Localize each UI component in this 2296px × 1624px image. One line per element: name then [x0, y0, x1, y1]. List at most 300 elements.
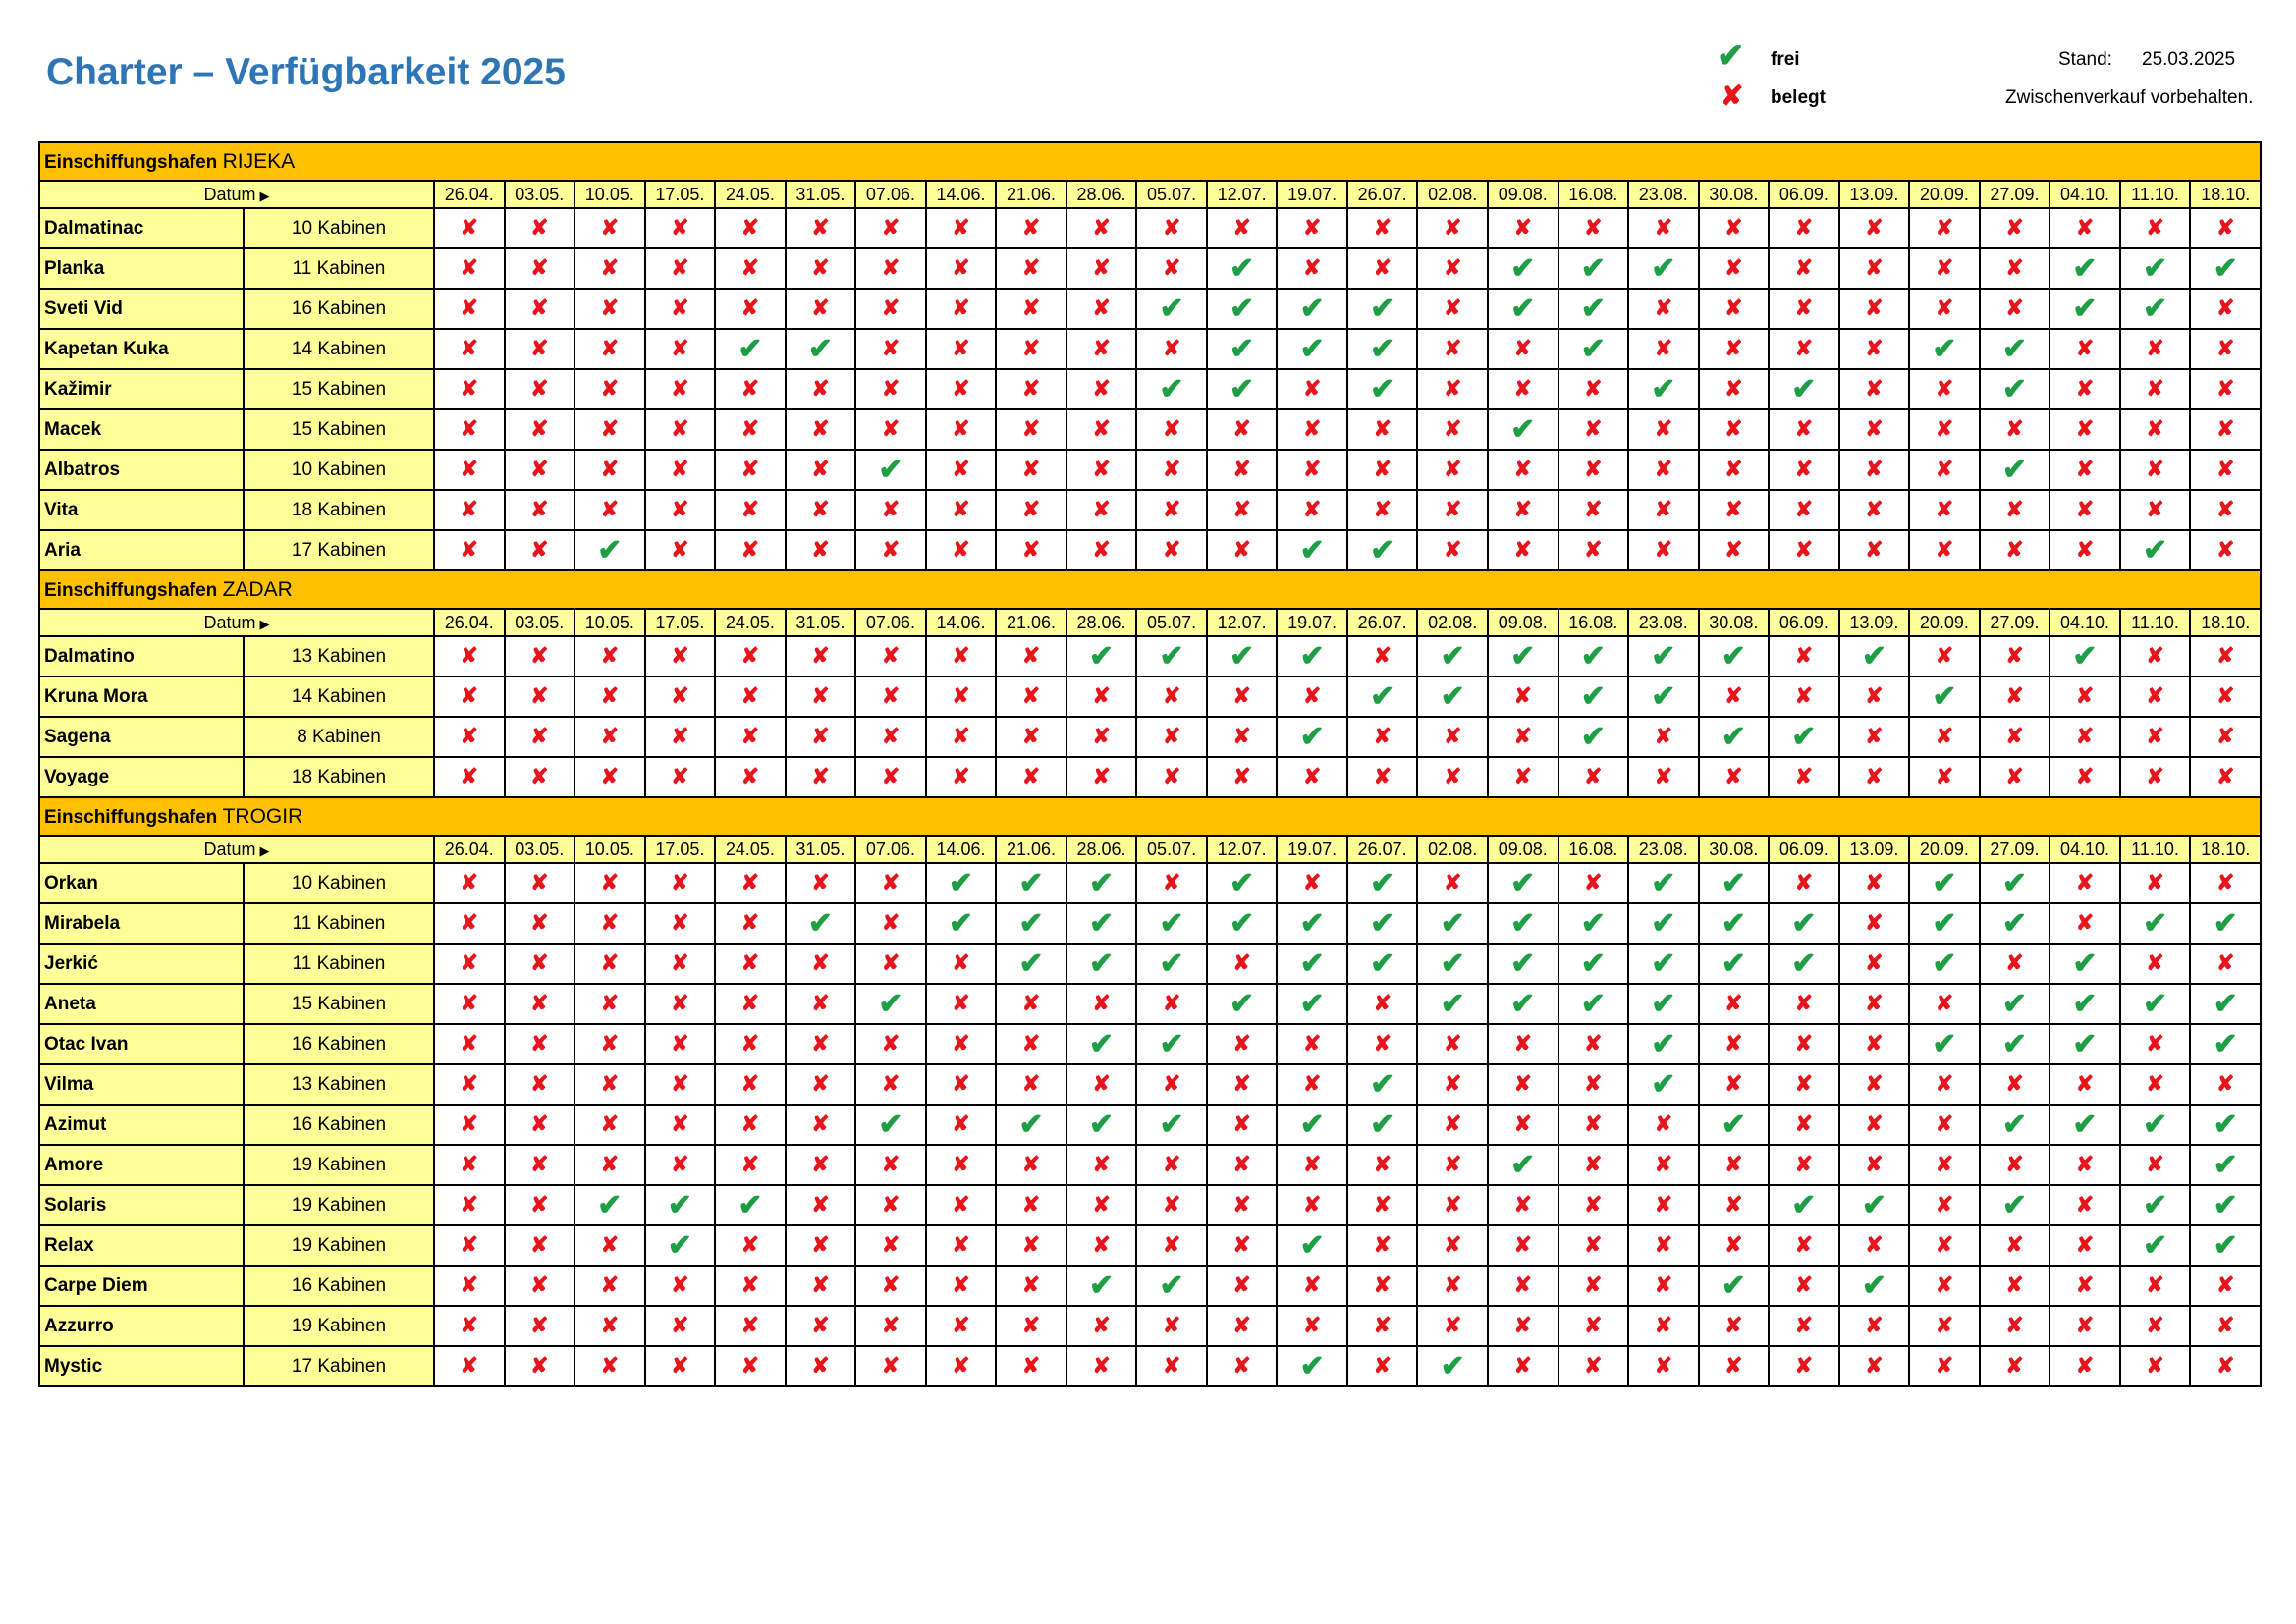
- check-icon: ✔: [1230, 332, 1255, 365]
- availability-cell: [855, 903, 926, 944]
- cross-icon: ✘: [2005, 1070, 2024, 1096]
- availability-cell: [1558, 1225, 1629, 1266]
- cross-icon: ✘: [1724, 214, 1743, 240]
- ship-name: Relax: [39, 1225, 244, 1266]
- availability-cell: [1909, 677, 1980, 717]
- availability-cell: [574, 1266, 645, 1306]
- availability-cell: [505, 1346, 575, 1386]
- cross-icon: ✘: [671, 335, 689, 360]
- availability-cell: [434, 717, 505, 757]
- date-cell: 27.09.: [1980, 609, 2050, 636]
- availability-cell: [645, 903, 716, 944]
- cross-icon: ✘: [2075, 763, 2095, 788]
- availability-cell: [1839, 1225, 1910, 1266]
- check-icon: ✔: [1510, 292, 1536, 325]
- cabin-count: 11 Kabinen: [244, 903, 434, 944]
- availability-cell: [1558, 208, 1629, 248]
- date-cell: 12.07.: [1207, 609, 1278, 636]
- check-icon: ✔: [807, 906, 833, 940]
- cross-icon: ✘: [2216, 1272, 2235, 1297]
- ship-name: Planka: [39, 248, 244, 289]
- legend-belegt-label: belegt: [1771, 87, 1826, 108]
- ship-name: Solaris: [39, 1185, 244, 1225]
- ship-row: [39, 369, 2261, 409]
- cross-icon: ✘: [740, 1070, 760, 1096]
- cross-icon: ✘: [1865, 375, 1884, 401]
- cross-icon: ✘: [811, 456, 830, 481]
- cross-icon: ✘: [1021, 1191, 1041, 1217]
- check-icon: ✔: [1370, 372, 1395, 406]
- cross-icon: ✘: [2216, 723, 2235, 748]
- cross-icon: ✘: [1232, 1151, 1251, 1176]
- cross-icon: ✘: [1724, 990, 1743, 1015]
- availability-cell: [855, 677, 926, 717]
- availability-cell: [1628, 757, 1699, 797]
- date-cell: 13.09.: [1839, 181, 1910, 208]
- availability-cell: [1558, 490, 1629, 530]
- availability-cell: [855, 863, 926, 903]
- availability-cell: [574, 208, 645, 248]
- availability-cell: [996, 863, 1066, 903]
- cross-icon: ✘: [740, 254, 760, 280]
- cross-icon: ✘: [1443, 1231, 1462, 1257]
- cross-icon: ✘: [2216, 375, 2235, 401]
- date-cell: 18.10.: [2190, 181, 2261, 208]
- check-icon: ✔: [2142, 1108, 2168, 1141]
- availability-cell: [1839, 636, 1910, 677]
- check-icon: ✔: [1651, 679, 1676, 713]
- availability-cell: [2190, 490, 2261, 530]
- check-icon: ✔: [2142, 1188, 2168, 1221]
- availability-cell: [1066, 289, 1137, 329]
- availability-cell: [1488, 490, 1558, 530]
- cross-icon: ✘: [740, 1231, 760, 1257]
- cross-icon: ✘: [1584, 1312, 1603, 1337]
- availability-cell: [2050, 248, 2120, 289]
- cross-icon: ✘: [1513, 763, 1532, 788]
- cross-icon: ✘: [1021, 335, 1041, 360]
- cross-icon: ✘: [2075, 1312, 2095, 1337]
- availability-cell: [1347, 1024, 1418, 1064]
- cross-icon: ✘: [1935, 1312, 1954, 1337]
- availability-cell: [1488, 530, 1558, 570]
- availability-cell: [1417, 248, 1488, 289]
- check-icon: ✔: [1510, 906, 1536, 940]
- availability-cell: [1699, 1346, 1770, 1386]
- availability-cell: [2190, 863, 2261, 903]
- triangle-right-icon: ▶: [259, 842, 270, 858]
- check-icon: ✔: [1510, 251, 1536, 285]
- availability-cell: [1277, 903, 1347, 944]
- availability-cell: [645, 1225, 716, 1266]
- availability-cell: [715, 636, 786, 677]
- availability-cell: [1628, 248, 1699, 289]
- availability-cell: [645, 208, 716, 248]
- cross-icon: ✘: [1513, 1272, 1532, 1297]
- cross-icon: ✘: [2005, 496, 2024, 521]
- availability-cell: [1699, 329, 1770, 369]
- availability-cell: [1909, 903, 1980, 944]
- cross-icon: ✘: [2005, 1272, 2024, 1297]
- availability-cell: [1839, 903, 1910, 944]
- cross-icon: ✘: [460, 1110, 478, 1136]
- availability-cell: [1488, 450, 1558, 490]
- availability-cell: [1980, 757, 2050, 797]
- check-icon: ✔: [1791, 1188, 1817, 1221]
- cross-icon: ✘: [1302, 869, 1322, 894]
- date-cell: 13.09.: [1839, 836, 1910, 863]
- date-cell: 21.06.: [996, 181, 1066, 208]
- availability-cell: [715, 757, 786, 797]
- cross-icon: ✘: [881, 869, 901, 894]
- availability-cell: [1277, 490, 1347, 530]
- cross-icon: ✘: [740, 214, 760, 240]
- availability-cell: [2050, 329, 2120, 369]
- availability-cell: [1769, 450, 1839, 490]
- cross-icon: ✘: [1513, 375, 1532, 401]
- cross-icon: ✘: [1935, 254, 1954, 280]
- cross-icon: ✘: [952, 1110, 970, 1136]
- cross-icon: ✘: [460, 536, 478, 562]
- cross-icon: ✘: [2075, 1191, 2095, 1217]
- availability-cell: [1066, 1064, 1137, 1105]
- availability-cell: [786, 1306, 856, 1346]
- availability-cell: [855, 717, 926, 757]
- cross-icon: ✘: [1724, 1191, 1743, 1217]
- availability-cell: [1277, 1145, 1347, 1185]
- cross-icon: ✘: [1092, 214, 1111, 240]
- date-cell: 18.10.: [2190, 609, 2261, 636]
- date-cell: 14.06.: [926, 181, 997, 208]
- check-icon: ✔: [1861, 639, 1886, 673]
- availability-cell: [996, 636, 1066, 677]
- availability-cell: [1980, 530, 2050, 570]
- cross-icon: ✘: [1092, 1312, 1111, 1337]
- availability-cell: [1207, 450, 1278, 490]
- availability-cell: [2050, 1225, 2120, 1266]
- availability-cell: [1628, 450, 1699, 490]
- availability-cell: [645, 717, 716, 757]
- availability-cell: [645, 409, 716, 450]
- cross-icon: ✘: [2075, 1231, 2095, 1257]
- availability-cell: [715, 208, 786, 248]
- availability-cell: [1488, 289, 1558, 329]
- cross-icon: ✘: [1302, 496, 1322, 521]
- cross-icon: ✘: [460, 1352, 478, 1378]
- availability-cell: [1558, 289, 1629, 329]
- availability-cell: [434, 289, 505, 329]
- date-cell: 12.07.: [1207, 836, 1278, 863]
- check-icon: ✔: [1018, 947, 1044, 980]
- cross-icon: ✘: [1654, 415, 1673, 441]
- availability-cell: [715, 409, 786, 450]
- availability-cell: [1839, 1064, 1910, 1105]
- check-icon: ✔: [2072, 1108, 2098, 1141]
- cross-icon: ✘: [2146, 1151, 2164, 1176]
- cross-icon: ✘: [1724, 254, 1743, 280]
- cross-icon: ✘: [2216, 763, 2235, 788]
- cross-icon: ✘: [1654, 295, 1673, 320]
- date-cell: 04.10.: [2050, 609, 2120, 636]
- check-icon: ✔: [1651, 372, 1676, 406]
- availability-cell: [1277, 208, 1347, 248]
- availability-cell: [1909, 1145, 1980, 1185]
- date-cell: 07.06.: [855, 836, 926, 863]
- availability-cell: [1066, 530, 1137, 570]
- availability-cell: [1909, 863, 1980, 903]
- availability-cell: [1839, 757, 1910, 797]
- availability-cell: [926, 530, 997, 570]
- availability-cell: [645, 677, 716, 717]
- cross-icon: ✘: [811, 1110, 830, 1136]
- availability-cell: [1980, 409, 2050, 450]
- date-cell: 04.10.: [2050, 836, 2120, 863]
- cross-icon: ✘: [671, 295, 689, 320]
- check-icon: ✔: [1159, 947, 1184, 980]
- date-cell: 26.07.: [1347, 181, 1418, 208]
- availability-cell: [2190, 409, 2261, 450]
- availability-cell: [926, 1105, 997, 1145]
- availability-cell: [786, 1024, 856, 1064]
- cross-icon: ✘: [1373, 990, 1392, 1015]
- availability-cell: [434, 1064, 505, 1105]
- cross-icon: ✘: [1232, 1070, 1251, 1096]
- date-cell: 28.06.: [1066, 836, 1137, 863]
- cross-icon: ✘: [1935, 1191, 1954, 1217]
- availability-cell: [1066, 1225, 1137, 1266]
- cross-icon: ✘: [1443, 456, 1462, 481]
- availability-cell: [1769, 677, 1839, 717]
- availability-cell: [1980, 1346, 2050, 1386]
- availability-cell: [1417, 289, 1488, 329]
- ship-row: [39, 1266, 2261, 1306]
- ship-name: Kapetan Kuka: [39, 329, 244, 369]
- availability-cell: [2120, 208, 2191, 248]
- cross-icon: ✘: [1513, 1030, 1532, 1056]
- cross-icon: ✘: [1724, 335, 1743, 360]
- availability-cell: [1980, 1105, 2050, 1145]
- cross-icon: ✘: [600, 1312, 620, 1337]
- availability-cell: [1066, 490, 1137, 530]
- availability-cell: [1628, 1306, 1699, 1346]
- ship-row: [39, 717, 2261, 757]
- check-icon: ✔: [1791, 947, 1817, 980]
- cross-icon: ✘: [460, 642, 478, 668]
- availability-cell: [1558, 1346, 1629, 1386]
- cross-icon: ✘: [2216, 496, 2235, 521]
- cross-icon: ✘: [1724, 1151, 1743, 1176]
- availability-cell: [1699, 530, 1770, 570]
- check-icon: ✔: [1018, 906, 1044, 940]
- date-cell: 11.10.: [2120, 609, 2191, 636]
- date-cell: 07.06.: [855, 181, 926, 208]
- cross-icon: ✘: [1021, 1070, 1041, 1096]
- availability-cell: [2190, 1145, 2261, 1185]
- cross-icon: ✘: [952, 949, 970, 975]
- check-icon: ✔: [1230, 372, 1255, 406]
- stand-label: Stand:: [2058, 49, 2112, 70]
- availability-cell: [1207, 248, 1278, 289]
- check-icon: ✔: [2213, 251, 2238, 285]
- cross-icon: ✘: [2005, 295, 2024, 320]
- cross-icon: ✘: [1021, 375, 1041, 401]
- cross-icon: ✘: [1302, 375, 1322, 401]
- availability-cell: [1066, 248, 1137, 289]
- availability-cell: [434, 1145, 505, 1185]
- cross-icon: ✘: [1092, 1352, 1111, 1378]
- availability-cell: [1980, 944, 2050, 984]
- cross-icon: ✘: [1584, 763, 1603, 788]
- availability-cell: [1417, 1024, 1488, 1064]
- date-cell: 16.08.: [1558, 609, 1629, 636]
- cross-icon: ✘: [600, 990, 620, 1015]
- cross-icon: ✘: [740, 496, 760, 521]
- availability-cell: [786, 944, 856, 984]
- cross-icon: ✘: [1373, 763, 1392, 788]
- availability-cell: [1558, 677, 1629, 717]
- availability-cell: [1347, 1225, 1418, 1266]
- cross-icon: ✘: [2075, 869, 2095, 894]
- availability-cell: [1066, 1145, 1137, 1185]
- availability-cell: [505, 1266, 575, 1306]
- availability-cell: [1699, 984, 1770, 1024]
- cross-icon: ✘: [460, 1312, 478, 1337]
- availability-cell: [2050, 1346, 2120, 1386]
- availability-cell: [1980, 717, 2050, 757]
- availability-cell: [1699, 450, 1770, 490]
- cross-icon: ✘: [1092, 254, 1111, 280]
- cross-icon: ✘: [1021, 682, 1041, 708]
- availability-cell: [1347, 1145, 1418, 1185]
- availability-cell: [1417, 717, 1488, 757]
- availability-cell: [645, 944, 716, 984]
- availability-cell: [1207, 1145, 1278, 1185]
- availability-cell: [1699, 1306, 1770, 1346]
- availability-cell: [786, 369, 856, 409]
- cross-icon: ✘: [1865, 869, 1884, 894]
- availability-cell: [1769, 1266, 1839, 1306]
- date-header-row: [39, 836, 2261, 863]
- cross-icon: ✘: [1865, 1030, 1884, 1056]
- availability-cell: [505, 863, 575, 903]
- cross-icon: ✘: [460, 723, 478, 748]
- availability-cell: [1066, 1105, 1137, 1145]
- ship-name: Macek: [39, 409, 244, 450]
- availability-cell: [926, 677, 997, 717]
- availability-cell: [1066, 863, 1137, 903]
- cross-icon: ✘: [1935, 456, 1954, 481]
- availability-cell: [574, 1185, 645, 1225]
- cross-icon: ✘: [2075, 1151, 2095, 1176]
- availability-cell: [434, 757, 505, 797]
- cross-icon: ✘: [1724, 295, 1743, 320]
- availability-cell: [786, 757, 856, 797]
- check-icon: ✔: [1230, 292, 1255, 325]
- availability-cell: [715, 1225, 786, 1266]
- cross-icon: ✘: [1794, 335, 1814, 360]
- availability-cell: [1488, 1064, 1558, 1105]
- check-icon: ✔: [1088, 1269, 1115, 1302]
- cross-icon: ✘: [1443, 1070, 1462, 1096]
- cross-icon: ✘: [1443, 869, 1462, 894]
- cross-icon: ✘: [811, 214, 830, 240]
- cross-icon: ✘: [1021, 1231, 1041, 1257]
- availability-cell: [1699, 1024, 1770, 1064]
- availability-cell: [1980, 1266, 2050, 1306]
- check-icon: ✔: [1018, 1108, 1044, 1141]
- availability-cell: [2050, 1185, 2120, 1225]
- availability-cell: [645, 1105, 716, 1145]
- cross-icon: ✘: [2146, 949, 2164, 975]
- availability-cell: [1347, 1105, 1418, 1145]
- cross-icon: ✘: [1232, 1352, 1251, 1378]
- availability-cell: [1769, 1225, 1839, 1266]
- cross-icon: ✘: [2146, 214, 2164, 240]
- cabin-count: 17 Kabinen: [244, 530, 434, 570]
- availability-cell: [434, 329, 505, 369]
- availability-cell: [1769, 903, 1839, 944]
- availability-cell: [1417, 677, 1488, 717]
- availability-cell: [645, 450, 716, 490]
- date-cell: 09.08.: [1488, 836, 1558, 863]
- availability-cell: [645, 1145, 716, 1185]
- cross-icon: ✘: [530, 869, 549, 894]
- cross-icon: ✘: [1584, 1030, 1603, 1056]
- availability-cell: [1909, 757, 1980, 797]
- availability-cell: [926, 1145, 997, 1185]
- cross-icon: ✘: [600, 335, 620, 360]
- cross-icon: ✘: [811, 295, 830, 320]
- ship-row: [39, 1185, 2261, 1225]
- ship-name: Azimut: [39, 1105, 244, 1145]
- availability-cell: [1980, 1145, 2050, 1185]
- availability-cell: [1488, 1024, 1558, 1064]
- cross-icon: ✘: [881, 723, 901, 748]
- cabin-count: 16 Kabinen: [244, 289, 434, 329]
- availability-cell: [1980, 369, 2050, 409]
- availability-cell: [1207, 944, 1278, 984]
- cross-icon: ✘: [1724, 496, 1743, 521]
- availability-cell: [786, 208, 856, 248]
- cross-icon: ✘: [530, 1151, 549, 1176]
- check-icon: ✔: [878, 1108, 903, 1141]
- availability-cell: [786, 1064, 856, 1105]
- availability-cell: [1980, 450, 2050, 490]
- ship-name: Albatros: [39, 450, 244, 490]
- availability-cell: [574, 757, 645, 797]
- cross-icon: ✘: [600, 375, 620, 401]
- availability-cell: [715, 1266, 786, 1306]
- cross-icon: ✘: [952, 415, 970, 441]
- port-prefix: Einschiffungshafen: [44, 579, 218, 601]
- cross-icon: ✘: [1373, 496, 1392, 521]
- availability-cell: [505, 329, 575, 369]
- cross-icon: ✘: [600, 909, 620, 935]
- cross-icon: ✘: [1162, 1151, 1181, 1176]
- cross-icon: ✘: [1865, 1070, 1884, 1096]
- availability-cell: [2120, 863, 2191, 903]
- availability-cell: [1277, 677, 1347, 717]
- availability-cell: [1699, 409, 1770, 450]
- availability-cell: [786, 863, 856, 903]
- availability-cell: [1136, 1266, 1207, 1306]
- cross-icon: ✘: [530, 949, 549, 975]
- availability-cell: [1699, 677, 1770, 717]
- availability-cell: [434, 903, 505, 944]
- availability-cell: [1980, 289, 2050, 329]
- cross-icon: ✘: [600, 496, 620, 521]
- availability-cell: [1417, 984, 1488, 1024]
